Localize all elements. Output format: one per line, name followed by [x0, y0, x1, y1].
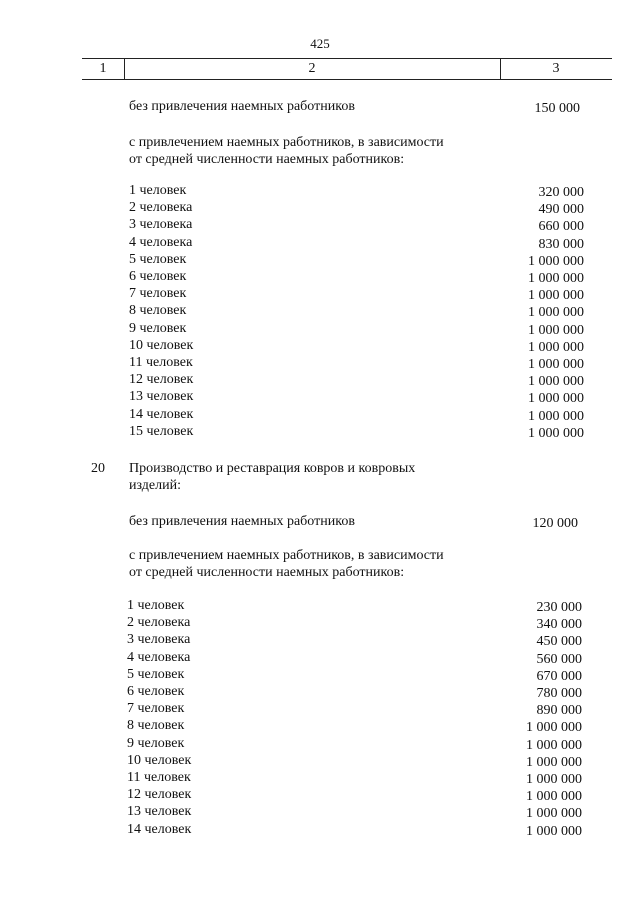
row-value: 1 000 000 [528, 339, 584, 355]
row-label: 10 человек [129, 337, 194, 353]
row-label: 11 человек [129, 355, 193, 370]
row-label: 4 человека [127, 649, 191, 665]
header-col-3: 3 [552, 61, 560, 76]
row-value: 1 000 000 [526, 720, 582, 736]
row-label: 9 человек [127, 735, 185, 751]
row-value: 1 000 000 [528, 391, 584, 407]
row-label: 9 человек [129, 320, 187, 336]
hire-text-line: с привлечением наемных работников, в зависимости [129, 548, 444, 563]
table-header [82, 58, 612, 80]
hire-text-line: от средней численности наемных работников: [129, 565, 405, 580]
row-value: 1 000 000 [528, 305, 584, 321]
no-hire-label: без привлечения наемных работников [129, 514, 355, 529]
page-number: 425 [310, 36, 330, 51]
row-value: 1 000 000 [528, 374, 584, 390]
row-value: 830 000 [538, 236, 584, 252]
hire-text-line: от средней численности наемных работников: [129, 152, 405, 167]
row-value: 1 000 000 [526, 737, 582, 753]
row-label: 13 человек [129, 389, 194, 405]
row-label: 13 человек [127, 804, 192, 820]
row-label: 2 человека [127, 615, 191, 631]
row-value: 450 000 [536, 634, 582, 650]
row-value: 660 000 [538, 219, 584, 235]
row-value: 1 000 000 [528, 357, 584, 372]
row-label: 1 человек [129, 183, 187, 198]
row-label: 1 человек [127, 598, 185, 613]
no-hire-label: без привлечения наемных работников [129, 99, 355, 114]
row-label: 8 человек [127, 718, 185, 734]
row-label: 12 человек [129, 372, 194, 388]
row-label: 6 человек [127, 684, 185, 699]
row-label: 6 человек [129, 269, 187, 284]
row-value: 890 000 [536, 703, 582, 719]
header-col-1: 1 [99, 61, 107, 76]
item-title-line: Производство и реставрация ковров и ковровых [129, 461, 416, 476]
row-label: 14 человек [129, 406, 194, 422]
row-value: 1 000 000 [528, 271, 584, 286]
row-value: 230 000 [536, 600, 582, 615]
row-label: 8 человек [129, 303, 187, 319]
row-value: 1 000 000 [528, 322, 584, 338]
row-value: 1 000 000 [526, 754, 582, 770]
row-label: 4 человека [129, 234, 193, 250]
row-label: 5 человек [129, 251, 187, 267]
row-label: 15 человек [129, 423, 194, 439]
row-value: 340 000 [536, 617, 582, 633]
header-top-rule [82, 58, 612, 59]
row-label: 14 человек [127, 821, 192, 837]
row-value: 780 000 [536, 686, 582, 701]
row-value: 560 000 [536, 651, 582, 667]
row-label: 3 человека [127, 632, 191, 648]
row-label: 3 человека [129, 217, 193, 233]
row-value: 1 000 000 [526, 806, 582, 822]
no-hire-value: 120 000 [532, 516, 578, 531]
row-value: 490 000 [538, 202, 584, 218]
row-value: 1 000 000 [528, 288, 584, 304]
row-label: 7 человек [127, 701, 185, 717]
row-label: 7 человек [129, 286, 187, 302]
header-col-2: 2 [308, 61, 316, 76]
row-label: 2 человека [129, 200, 193, 216]
header-bottom-rule [82, 79, 612, 80]
row-label: 10 человек [127, 752, 192, 768]
row-value: 320 000 [538, 185, 584, 200]
row-value: 670 000 [536, 668, 582, 684]
row-value: 1 000 000 [528, 253, 584, 269]
row-value: 1 000 000 [528, 408, 584, 424]
hire-text-line: с привлечением наемных работников, в зависимости [129, 135, 444, 150]
no-hire-value: 150 000 [534, 101, 580, 116]
row-label: 11 человек [127, 770, 191, 785]
row-value: 1 000 000 [526, 789, 582, 805]
row-value: 1 000 000 [526, 823, 582, 839]
row-label: 12 человек [127, 787, 192, 803]
item-number: 20 [91, 461, 105, 476]
row-value: 1 000 000 [528, 425, 584, 441]
item-title-line: изделий: [129, 478, 181, 493]
row-value: 1 000 000 [526, 772, 582, 787]
row-label: 5 человек [127, 666, 185, 682]
